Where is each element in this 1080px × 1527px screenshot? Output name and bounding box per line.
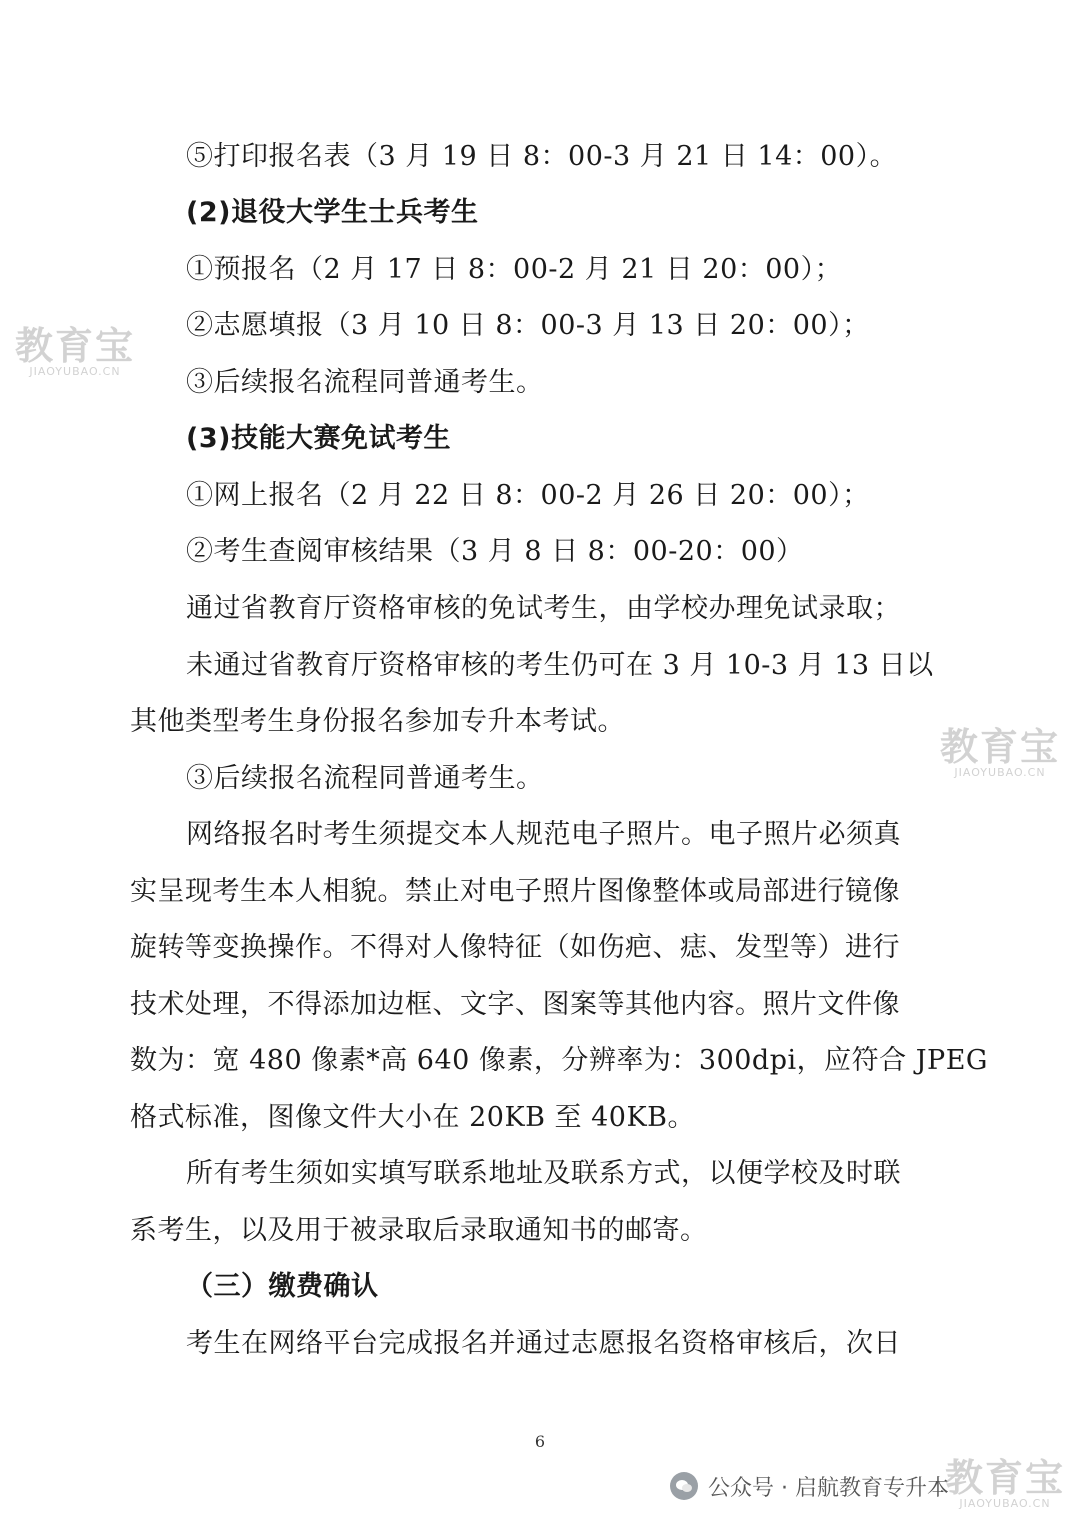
- watermark-domain: JIAOYUBAO.CN: [29, 365, 121, 378]
- watermark-logo: [940, 727, 1060, 779]
- paragraph-line: 未通过省教育厅资格审核的考生仍可在 3 月 10-3 月 13 日以: [186, 650, 934, 681]
- paragraph-line: ②考生查阅审核结果（3 月 8 日 8：00-20：00）: [186, 536, 804, 567]
- footer-text: 公众号 · 启航教育专升本: [708, 1475, 949, 1501]
- paragraph-line: 格式标准，图像文件大小在 20KB 至 40KB。: [130, 1102, 695, 1133]
- paragraph-line: ③后续报名流程同普通考生。: [186, 763, 544, 794]
- paragraph-line: ①预报名（2 月 17 日 8：00-2 月 21 日 20：00）；: [186, 254, 843, 285]
- section-heading: (2)退役大学生士兵考生: [186, 197, 479, 228]
- watermark-brand: 教育宝: [940, 725, 1061, 769]
- watermark-domain: JIAOYUBAO.CN: [954, 766, 1046, 779]
- paragraph-line: 考生在网络平台完成报名并通过志愿报名资格审核后，次日: [186, 1328, 901, 1359]
- paragraph-line: 数为：宽 480 像素*高 640 像素，分辨率为：300dpi，应符合 JPEG: [130, 1045, 988, 1076]
- watermark-brand: 教育宝: [15, 324, 136, 368]
- paragraph-line: ②志愿填报（3 月 10 日 8：00-3 月 13 日 20：00）；: [186, 310, 870, 341]
- section-heading: （三）缴费确认: [186, 1271, 379, 1302]
- paragraph-line: 通过省教育厅资格审核的免试考生，由学校办理免试录取；: [186, 593, 901, 624]
- wechat-icon: [670, 1472, 698, 1500]
- watermark-brand: 教育宝: [945, 1456, 1066, 1500]
- paragraph-line: ①网上报名（2 月 22 日 8：00-2 月 26 日 20：00）；: [186, 480, 870, 511]
- paragraph-line: 所有考生须如实填写联系地址及联系方式，以便学校及时联: [186, 1158, 901, 1189]
- paragraph-line: 实呈现考生本人相貌。禁止对电子照片图像整体或局部进行镜像: [130, 876, 900, 907]
- paragraph-line: ③后续报名流程同普通考生。: [186, 367, 544, 398]
- paragraph-line: 技术处理，不得添加边框、文字、图案等其他内容。照片文件像: [130, 989, 900, 1020]
- paragraph-line: 系考生，以及用于被录取后录取通知书的邮寄。: [130, 1215, 708, 1246]
- paragraph-line: ⑤打印报名表（3 月 19 日 8：00-3 月 21 日 14：00）。: [186, 141, 898, 172]
- watermark-logo: [15, 326, 135, 378]
- paragraph-line: 网络报名时考生须提交本人规范电子照片。电子照片必须真: [186, 819, 901, 850]
- paragraph-line: 其他类型考生身份报名参加专升本考试。: [130, 706, 625, 737]
- page-number: 6: [534, 1432, 546, 1451]
- section-heading: (3)技能大赛免试考生: [186, 423, 451, 454]
- watermark-logo: [945, 1458, 1065, 1510]
- wechat-footer: [670, 1468, 949, 1504]
- paragraph-line: 旋转等变换操作。不得对人像特征（如伤疤、痣、发型等）进行: [130, 932, 900, 963]
- watermark-domain: JIAOYUBAO.CN: [959, 1497, 1051, 1510]
